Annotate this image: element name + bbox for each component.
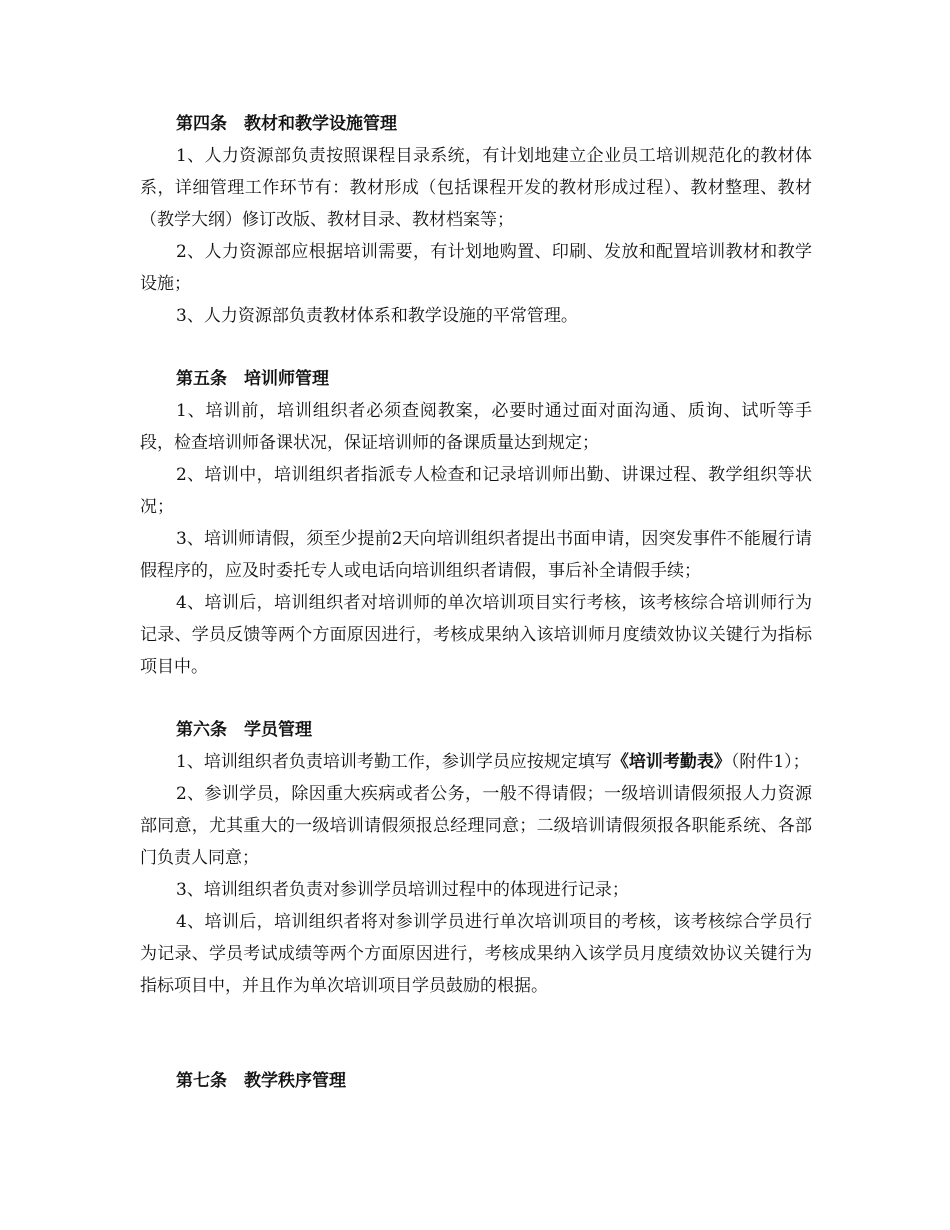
article-heading: 第四条 教材和教学设施管理 (176, 114, 397, 134)
section-article-4 (140, 108, 812, 332)
paragraph-text: （附件1）； (730, 752, 810, 772)
paragraph: 3、培训师请假，须至少提前2天向培训组织者提出书面申请，因突发事件不能履行请假程序的，应及时委托专人或电话向培训组织者请假，事后补全请假手续； (140, 529, 812, 581)
paragraph (140, 746, 812, 778)
section-article-5 (140, 363, 812, 683)
paragraph: 1、人力资源部负责按照课程目录系统，有计划地建立企业员工培训规范化的教材体系，详细管理工作环节有：教材形成（包括课程开发的教材形成过程）、教材整理、教材（教学大纲）修订改版、教材目录、教材档案等； (140, 146, 812, 230)
paragraph: 2、培训中，培训组织者指派专人检查和记录培训师出勤、讲课过程、教学组织等状况； (140, 465, 812, 517)
paragraph: 2、参训学员，除因重大疾病或者公务，一般不得请假；一级培训请假须报人力资源部同意，尤其重大的一级培训请假须报总经理同意；二级培训请假须报各职能系统、各部门负责人同意； (140, 784, 812, 868)
article-heading: 第六条 学员管理 (176, 720, 312, 740)
section-article-6 (140, 714, 812, 1002)
form-title-reference: 《培训考勤表》 (611, 752, 731, 772)
paragraph-text: 1、培训组织者负责培训考勤工作，参训学员应按规定填写 (176, 752, 612, 772)
section-article-7 (140, 1065, 812, 1097)
paragraph: 3、人力资源部负责教材体系和教学设施的平常管理。 (176, 306, 578, 326)
paragraph: 3、培训组织者负责对参训学员培训过程中的体现进行记录； (176, 880, 629, 900)
paragraph: 4、培训后，培训组织者对培训师的单次培训项目实行考核，该考核综合培训师行为记录、学员反馈等两个方面原因进行，考核成果纳入该培训师月度绩效协议关键行为指标项目中。 (140, 593, 812, 677)
article-heading: 第七条 教学秩序管理 (176, 1071, 346, 1091)
article-heading: 第五条 培训师管理 (176, 369, 329, 389)
paragraph: 1、培训前，培训组织者必须查阅教案，必要时通过面对面沟通、质询、试听等手段，检查培训师备课状况，保证培训师的备课质量达到规定； (140, 401, 812, 453)
paragraph: 4、培训后，培训组织者将对参训学员进行单次培训项目的考核，该考核综合学员行为记录、学员考试成绩等两个方面原因进行，考核成果纳入该学员月度绩效协议关键行为指标项目中，并且作为单次培训项目学员鼓励的根据。 (140, 912, 812, 996)
paragraph: 2、人力资源部应根据培训需要，有计划地购置、印刷、发放和配置培训教材和教学设施； (140, 242, 812, 294)
